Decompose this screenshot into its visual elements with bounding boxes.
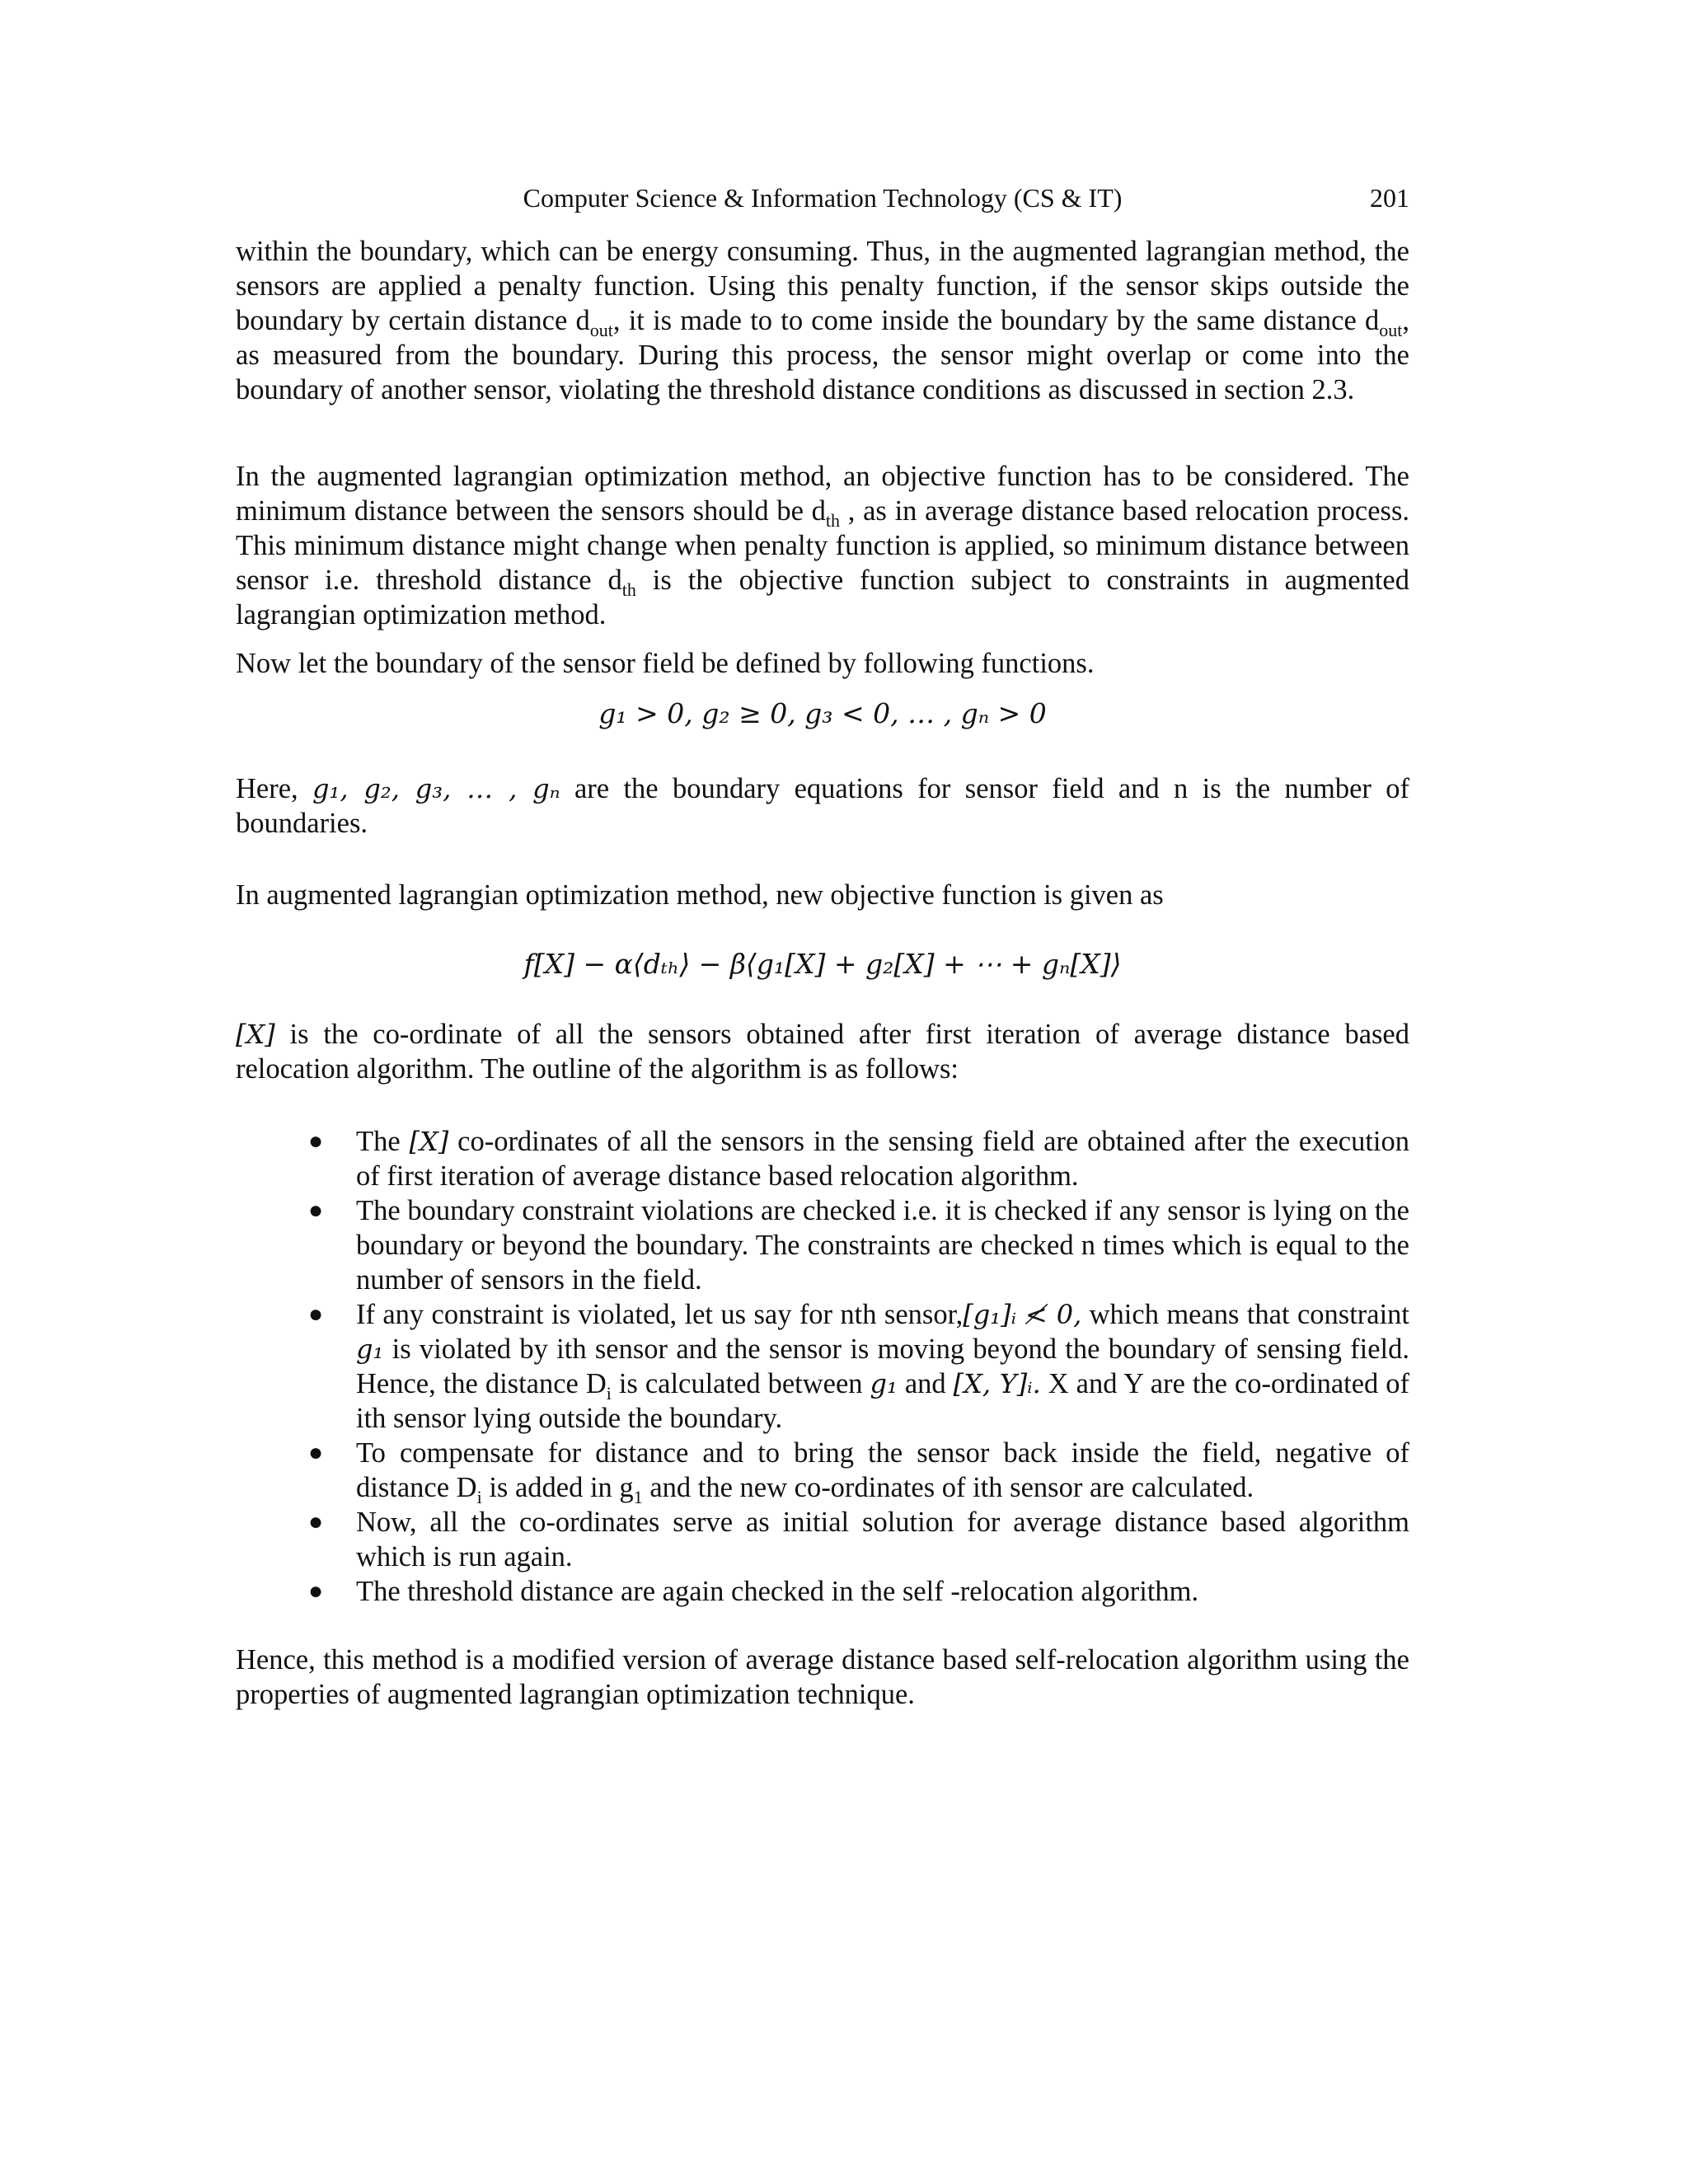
paragraph-7: Hence, this method is a modified version of average distance based self-relocation algorithm using the properties of augmented lagrangian optimization technique.: [236, 1644, 1409, 1710]
paragraph-6: [X] is the co-ordinate of all the sensors obtained after first iteration of average distance based relocation algorithm. The outline of the algorithm is as follows:: [236, 1019, 1409, 1085]
bullet-icon: ●: [308, 1439, 324, 1466]
list-item: ● Now, all the co-ordinates serve as initial solution for average distance based algorithm which is run again.: [308, 1507, 1409, 1572]
paragraph-2: In the augmented lagrangian optimization method, an objective function has to be considered. The minimum distance between the sensors should be $d_{th}$ , as in average distance based relocation process. This minimum distance might change when penalty function is applied, so minimum distance between sensor i.e. threshold distance $d_{th}$ is the objective function subject to constraints in augmented lagrangian optimization method.: [236, 461, 1409, 630]
paragraph-1: within the boundary, which can be energy consuming. Thus, in the augmented lagrangian method, the sensors are applied a penalty function. Using this penalty function, if the sensor skips outside the boundary by certain distance $d_{out}$, it is made to to come inside the boundary by the same distance $d_{out}$, as measured from the boundary. During this process, the sensor might overlap or come into the boundary of another sensor, violating the threshold distance conditions as discussed in section 2.3.: [236, 236, 1410, 405]
page-number: 201: [1370, 183, 1409, 213]
list-item: ● The threshold distance are again checked in the self -relocation algorithm.: [308, 1576, 1199, 1607]
list-item: ● If any constraint is violated, let us say for nth sensor,[g₁]ᵢ ≮ 0, which means that constraint g₁ is violated by ith sensor and the sensor is moving beyond the boundary of sensing field. Hence, the distance $D_i$ is calculated between g₁ and [X, Y]ᵢ. X and Y are the co-ordinated of ith sensor lying outside the boundary.: [308, 1299, 1410, 1434]
running-title: Computer Science & Information Technology (CS & IT): [523, 183, 1123, 213]
paragraph-5: In augmented lagrangian optimization method, new objective function is given as: [236, 879, 1164, 911]
algorithm-outline-list: [236, 1124, 1409, 1609]
running-header: [236, 183, 1409, 219]
bullet-icon: ●: [308, 1508, 324, 1535]
equation-objective: f[X] − α⟨dₜₕ⟩ − β⟨g₁[X] + g₂[X] + ⋯ + gₙ[X]⟩: [523, 948, 1122, 980]
list-item: ● The boundary constraint violations are checked i.e. it is checked if any sensor is lying on the boundary or beyond the boundary. The constraints are checked n times which is equal to the number of sensors in the field.: [308, 1195, 1409, 1296]
list-item: ● The [X] co-ordinates of all the sensors in the sensing field are obtained after the execution of first iteration of average distance based relocation algorithm.: [308, 1126, 1409, 1192]
bullet-icon: ●: [308, 1197, 324, 1224]
paragraph-3: Now let the boundary of the sensor field be defined by following functions.: [236, 648, 1095, 679]
bullet-icon: ●: [308, 1577, 324, 1605]
bullet-icon: ●: [308, 1301, 324, 1328]
bullet-icon: ●: [308, 1127, 324, 1155]
paragraph-4: Here, g₁, g₂, g₃, … , gₙ are the boundary equations for sensor field and n is the number of boundaries.: [236, 773, 1410, 839]
equation-boundary: g₁ > 0, g₂ ≥ 0, g₃ < 0, … , gₙ > 0: [598, 697, 1047, 729]
list-item: ● To compensate for distance and to bring the sensor back inside the field, negative of distance $D_i$ is added in $g_1$ and the new co-ordinates of ith sensor are calculated.: [308, 1437, 1409, 1507]
